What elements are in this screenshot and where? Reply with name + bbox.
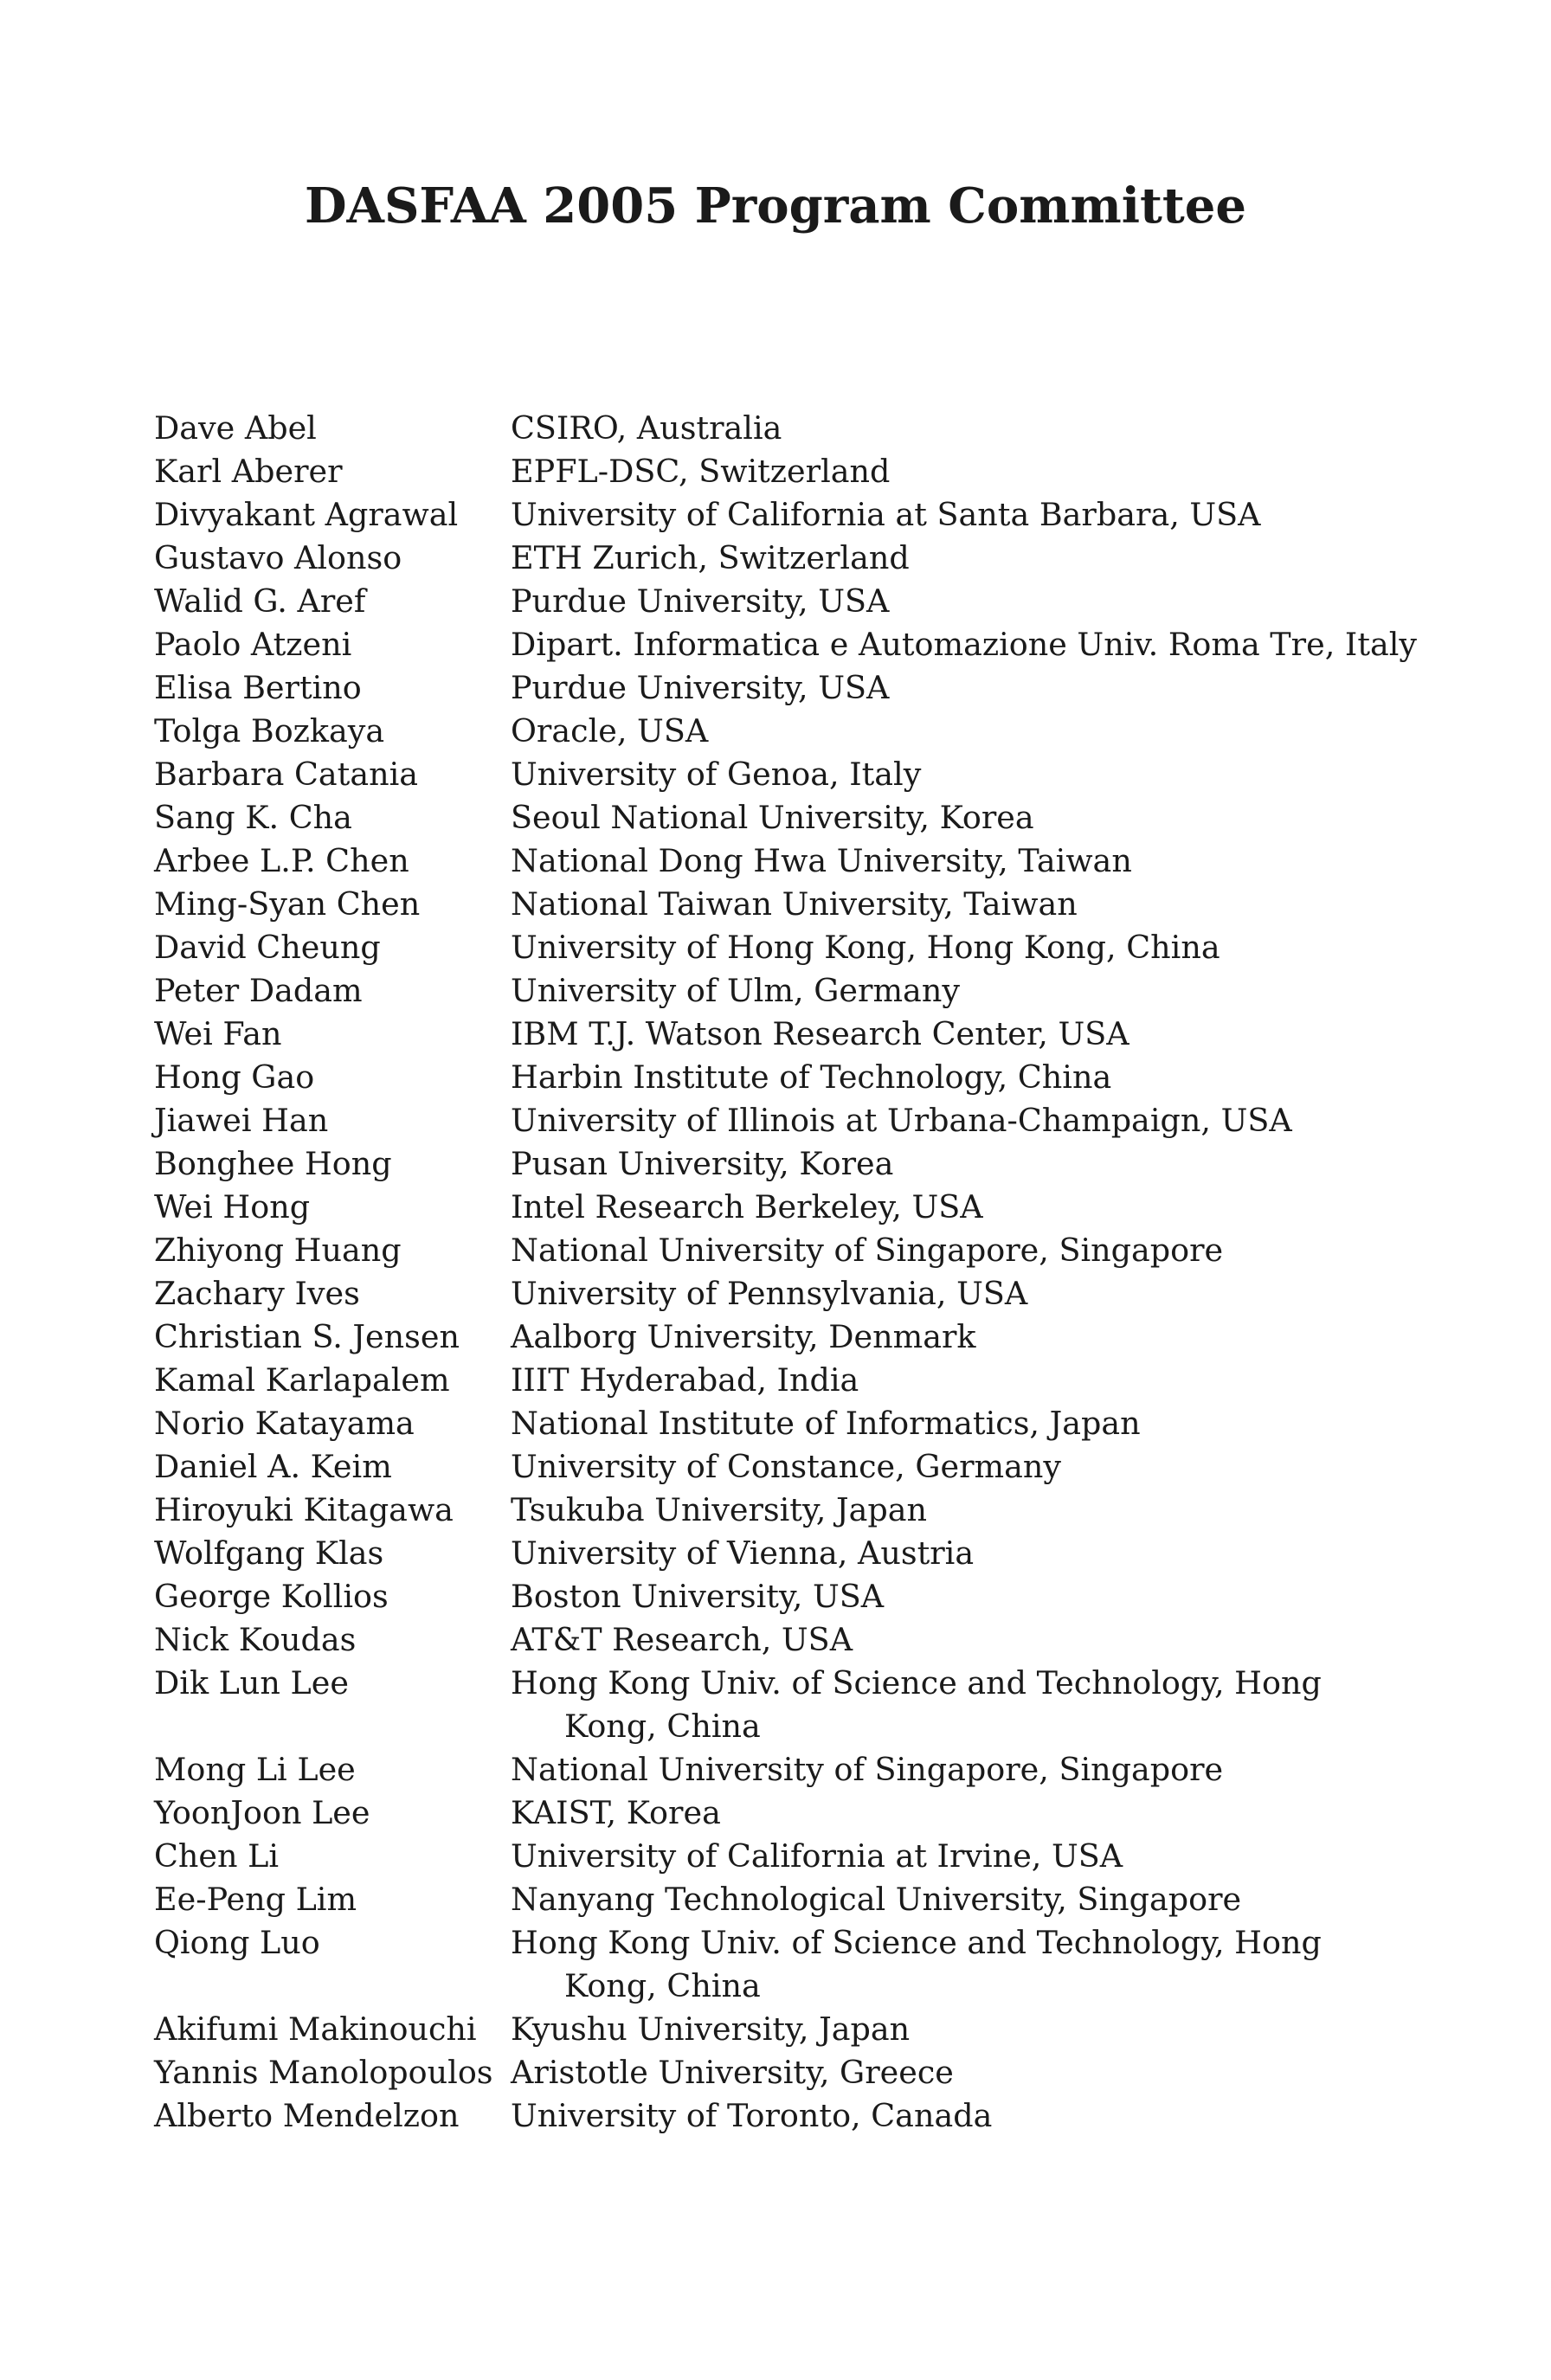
committee-row bbox=[154, 2094, 1418, 2138]
member-name: Peter Dadam bbox=[154, 972, 363, 1009]
member-affiliation: Boston University, USA bbox=[511, 1578, 885, 1615]
committee-row bbox=[154, 1835, 1418, 1878]
committee-row bbox=[154, 1445, 1418, 1489]
member-name: Ming-Syan Chen bbox=[154, 885, 421, 923]
member-name: Hiroyuki Kitagawa bbox=[154, 1491, 454, 1528]
committee-row bbox=[154, 1662, 1418, 1748]
member-affiliation: Kyushu University, Japan bbox=[511, 2010, 911, 2048]
committee-row bbox=[154, 926, 1418, 969]
member-name: Walid G. Aref bbox=[154, 582, 366, 620]
member-name: Sang K. Cha bbox=[154, 799, 352, 836]
member-name: Dave Abel bbox=[154, 409, 317, 447]
committee-row bbox=[154, 1229, 1418, 1272]
committee-row bbox=[154, 537, 1418, 580]
member-affiliation: Dipart. Informatica e Automazione Univ. Roma Tre, Italy bbox=[511, 626, 1418, 663]
committee-row bbox=[154, 580, 1418, 623]
member-name: Elisa Bertino bbox=[154, 669, 362, 706]
committee-row bbox=[154, 623, 1418, 666]
committee-row bbox=[154, 1186, 1418, 1229]
member-affiliation: National University of Singapore, Singapore bbox=[511, 1232, 1224, 1269]
member-affiliation: Purdue University, USA bbox=[511, 669, 890, 706]
member-name: Arbee L.P. Chen bbox=[154, 842, 409, 879]
member-name: Qiong Luo bbox=[154, 1924, 320, 1961]
committee-row bbox=[154, 1056, 1418, 1099]
member-name: Nick Koudas bbox=[154, 1621, 357, 1658]
member-name: George Kollios bbox=[154, 1578, 389, 1615]
committee-row bbox=[154, 1315, 1418, 1359]
page-title: DASFAA 2005 Program Committee bbox=[304, 177, 1247, 235]
member-affiliation: University of Illinois at Urbana-Champaign, USA bbox=[511, 1102, 1292, 1139]
committee-row bbox=[154, 450, 1418, 493]
member-affiliation: Hong Kong Univ. of Science and Technology, Hong Kong, China bbox=[511, 1664, 1322, 1745]
member-affiliation: University of California at Irvine, USA bbox=[511, 1837, 1123, 1875]
member-affiliation: National Institute of Informatics, Japan bbox=[511, 1405, 1141, 1442]
member-affiliation: University of Ulm, Germany bbox=[511, 972, 960, 1009]
member-name: Alberto Mendelzon bbox=[154, 2097, 460, 2134]
committee-row bbox=[154, 666, 1418, 710]
member-affiliation: Nanyang Technological University, Singapore bbox=[511, 1881, 1242, 1918]
committee-row bbox=[154, 1921, 1418, 2008]
member-affiliation: Harbin Institute of Technology, China bbox=[511, 1058, 1112, 1096]
member-affiliation: National Dong Hwa University, Taiwan bbox=[511, 842, 1132, 879]
member-affiliation: National Taiwan University, Taiwan bbox=[511, 885, 1078, 923]
member-affiliation: Tsukuba University, Japan bbox=[511, 1491, 927, 1528]
member-name: Dik Lun Lee bbox=[154, 1664, 349, 1701]
member-affiliation: Oracle, USA bbox=[511, 712, 709, 749]
member-affiliation: University of Genoa, Italy bbox=[511, 756, 922, 793]
member-affiliation: University of Pennsylvania, USA bbox=[511, 1275, 1028, 1312]
committee-row bbox=[154, 1575, 1418, 1618]
committee-row bbox=[154, 1013, 1418, 1056]
member-name: Tolga Bozkaya bbox=[154, 712, 385, 749]
committee-row bbox=[154, 969, 1418, 1013]
committee-row bbox=[154, 883, 1418, 926]
member-name: Zhiyong Huang bbox=[154, 1232, 402, 1269]
member-name: Chen Li bbox=[154, 1837, 280, 1875]
member-affiliation: Hong Kong Univ. of Science and Technology, Hong Kong, China bbox=[511, 1924, 1322, 2004]
committee-row bbox=[154, 1791, 1418, 1835]
member-affiliation: KAIST, Korea bbox=[511, 1794, 721, 1831]
member-name: Wei Fan bbox=[154, 1015, 282, 1052]
member-name: Mong Li Lee bbox=[154, 1751, 356, 1788]
committee-row bbox=[154, 1272, 1418, 1315]
committee-row bbox=[154, 1878, 1418, 1921]
member-affiliation: Intel Research Berkeley, USA bbox=[511, 1188, 983, 1225]
committee-row bbox=[154, 796, 1418, 839]
member-name: David Cheung bbox=[154, 929, 381, 966]
member-name: Paolo Atzeni bbox=[154, 626, 352, 663]
committee-row bbox=[154, 1142, 1418, 1186]
member-affiliation: Purdue University, USA bbox=[511, 582, 890, 620]
member-name: Ee-Peng Lim bbox=[154, 1881, 357, 1918]
committee-row bbox=[154, 407, 1418, 450]
committee-row bbox=[154, 1532, 1418, 1575]
member-name: Norio Katayama bbox=[154, 1405, 415, 1442]
member-affiliation: ETH Zurich, Switzerland bbox=[511, 539, 910, 576]
committee-list bbox=[154, 407, 1418, 2138]
member-affiliation: University of Toronto, Canada bbox=[511, 2097, 993, 2134]
committee-row bbox=[154, 710, 1418, 753]
member-affiliation: IBM T.J. Watson Research Center, USA bbox=[511, 1015, 1129, 1052]
member-affiliation: CSIRO, Australia bbox=[511, 409, 782, 447]
committee-row bbox=[154, 1099, 1418, 1142]
member-name: Daniel A. Keim bbox=[154, 1448, 392, 1485]
member-name: Akifumi Makinouchi bbox=[154, 2010, 477, 2048]
member-name: Wei Hong bbox=[154, 1188, 311, 1225]
member-name: Hong Gao bbox=[154, 1058, 315, 1096]
member-affiliation: Seoul National University, Korea bbox=[511, 799, 1034, 836]
member-name: Barbara Catania bbox=[154, 756, 419, 793]
member-affiliation: National University of Singapore, Singapore bbox=[511, 1751, 1224, 1788]
committee-row bbox=[154, 839, 1418, 883]
committee-row bbox=[154, 493, 1418, 537]
member-affiliation: EPFL-DSC, Switzerland bbox=[511, 453, 891, 490]
member-affiliation: University of Constance, Germany bbox=[511, 1448, 1062, 1485]
committee-row bbox=[154, 1748, 1418, 1791]
member-affiliation: IIIT Hyderabad, India bbox=[511, 1361, 859, 1399]
member-affiliation: Aristotle University, Greece bbox=[511, 2054, 954, 2091]
member-name: Jiawei Han bbox=[154, 1102, 329, 1139]
member-affiliation: University of Hong Kong, Hong Kong, China bbox=[511, 929, 1220, 966]
member-name: Zachary Ives bbox=[154, 1275, 360, 1312]
member-name: Gustavo Alonso bbox=[154, 539, 402, 576]
member-affiliation: University of Vienna, Austria bbox=[511, 1534, 975, 1572]
committee-row bbox=[154, 753, 1418, 796]
member-name: Bonghee Hong bbox=[154, 1145, 392, 1182]
committee-row bbox=[154, 1618, 1418, 1662]
member-name: Divyakant Agrawal bbox=[154, 496, 459, 533]
committee-row bbox=[154, 2008, 1418, 2051]
member-name: Kamal Karlapalem bbox=[154, 1361, 450, 1399]
member-name: Christian S. Jensen bbox=[154, 1318, 460, 1355]
committee-row bbox=[154, 1489, 1418, 1532]
member-name: YoonJoon Lee bbox=[154, 1794, 370, 1831]
member-affiliation: AT&T Research, USA bbox=[511, 1621, 853, 1658]
member-affiliation: University of California at Santa Barbara, USA bbox=[511, 496, 1261, 533]
member-affiliation: Aalborg University, Denmark bbox=[511, 1318, 976, 1355]
member-name: Wolfgang Klas bbox=[154, 1534, 384, 1572]
member-affiliation: Pusan University, Korea bbox=[511, 1145, 894, 1182]
member-name: Karl Aberer bbox=[154, 453, 343, 490]
member-name: Yannis Manolopoulos bbox=[154, 2054, 493, 2091]
committee-row bbox=[154, 2051, 1418, 2094]
committee-row bbox=[154, 1402, 1418, 1445]
committee-row bbox=[154, 1359, 1418, 1402]
